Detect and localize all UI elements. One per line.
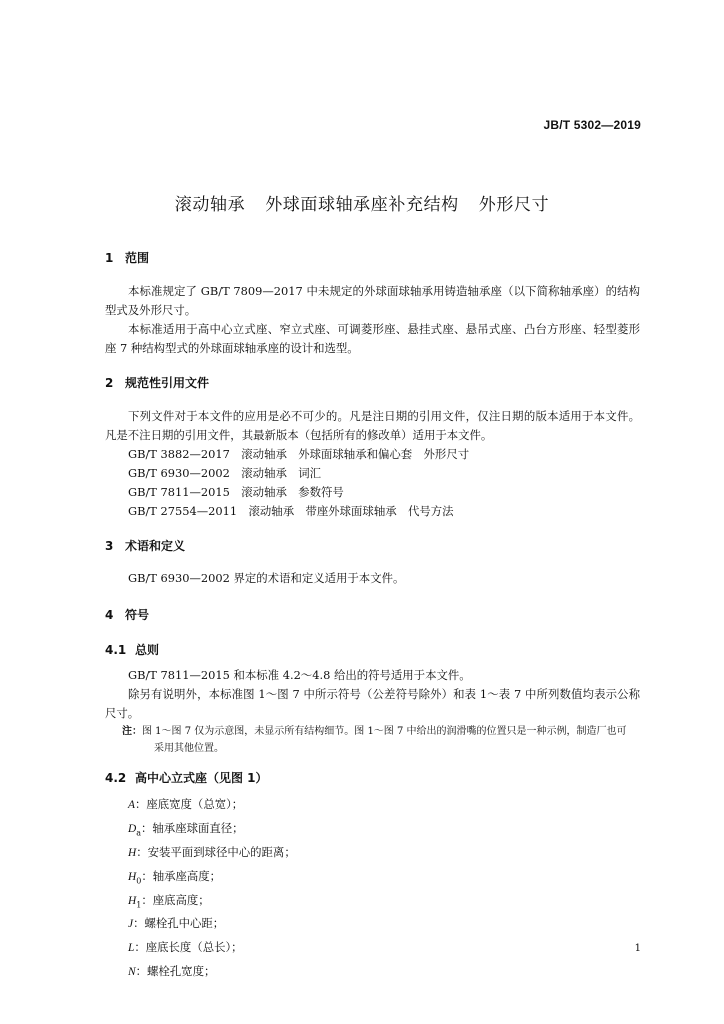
note-text-line-1: 图 1～图 7 仅为示意图，未显示所有结构细节。图 1～图 7 中给出的润滑嘴的位置只是一种示例，制造厂也可 (142, 726, 627, 737)
note-text-line-2: 采用其他位置。 (154, 743, 224, 754)
section-4-heading: 4 符号 (105, 608, 150, 622)
reference-list (105, 445, 640, 521)
title-part-3: 外形尺寸 (478, 195, 550, 215)
section-3-heading: 3 术语和定义 (105, 539, 186, 553)
symbol-item: H：安装平面到球径中心的距离； (128, 844, 296, 859)
symbol-item: L：座底长度（总长）； (128, 940, 243, 955)
note-label: 注： (122, 726, 142, 737)
section-4-2-heading: 4.2 高中心立式座（见图 1） (105, 771, 268, 785)
section-1-paragraph-1: 本标准规定了 GB/T 7809—2017 中未规定的外球面球轴承用铸造轴承座（以下简称轴承座）的结构型式及外形尺寸。 (105, 284, 640, 317)
section-3-paragraph-1: GB/T 6930—2002 界定的术语和定义适用于本文件。 (128, 571, 405, 585)
title-part-2: 外球面球轴承座补充结构 (265, 195, 459, 215)
title-part-1: 滚动轴承 (174, 195, 246, 215)
reference-item: GB/T 3882—2017 滚动轴承 外球面球轴承和偏心套 外形尺寸 (128, 447, 470, 461)
page-number: 1 (634, 943, 641, 954)
section-2-paragraph-1: 下列文件对于本文件的应用是必不可少的。凡是注日期的引用文件，仅注日期的版本适用于本文件。凡是不注日期的引用文件，其最新版本（包括所有的修改单）适用于本文件。 (105, 409, 640, 442)
symbol-item: N：螺栓孔宽度； (128, 964, 216, 979)
reference-item: GB/T 7811—2015 滚动轴承 参数符号 (128, 485, 344, 499)
section-1-heading: 1 范围 (105, 251, 150, 265)
reference-item: GB/T 27554—2011 滚动轴承 带座外球面球轴承 代号方法 (128, 504, 454, 518)
section-4-1-heading: 4.1 总则 (105, 643, 160, 657)
symbol-item: J：螺栓孔中心距； (128, 916, 225, 931)
symbol-list (105, 795, 640, 986)
section-1-paragraph-2: 本标准适用于高中心立式座、窄立式座、可调菱形座、悬挂式座、悬吊式座、凸台方形座、轻型菱形座 7 种结构型式的外球面球轴承座的设计和选型。 (105, 322, 640, 355)
section-4-1-paragraph-2: 除另有说明外，本标准图 1～图 7 中所示符号（公差符号除外）和表 1～表 7 中所列数值均表示公称尺寸。 (105, 687, 640, 720)
section-4-1-paragraph-1: GB/T 7811—2015 和本标准 4.2～4.8 给出的符号适用于本文件。 (128, 668, 471, 682)
note (105, 723, 657, 757)
symbol-item: $H_1$：座底高度； (128, 892, 210, 909)
symbol-item: $H_0$：轴承座高度； (128, 868, 222, 885)
section-2-heading: 2 规范性引用文件 (105, 376, 210, 390)
standard-number: JB/T 5302—2019 (543, 118, 641, 132)
reference-item: GB/T 6930—2002 滚动轴承 词汇 (128, 466, 322, 480)
document-title (0, 190, 724, 215)
symbol-item: A：座底宽度（总宽）； (128, 797, 244, 811)
symbol-item: $D_a$：轴承座球面直径； (128, 820, 244, 838)
